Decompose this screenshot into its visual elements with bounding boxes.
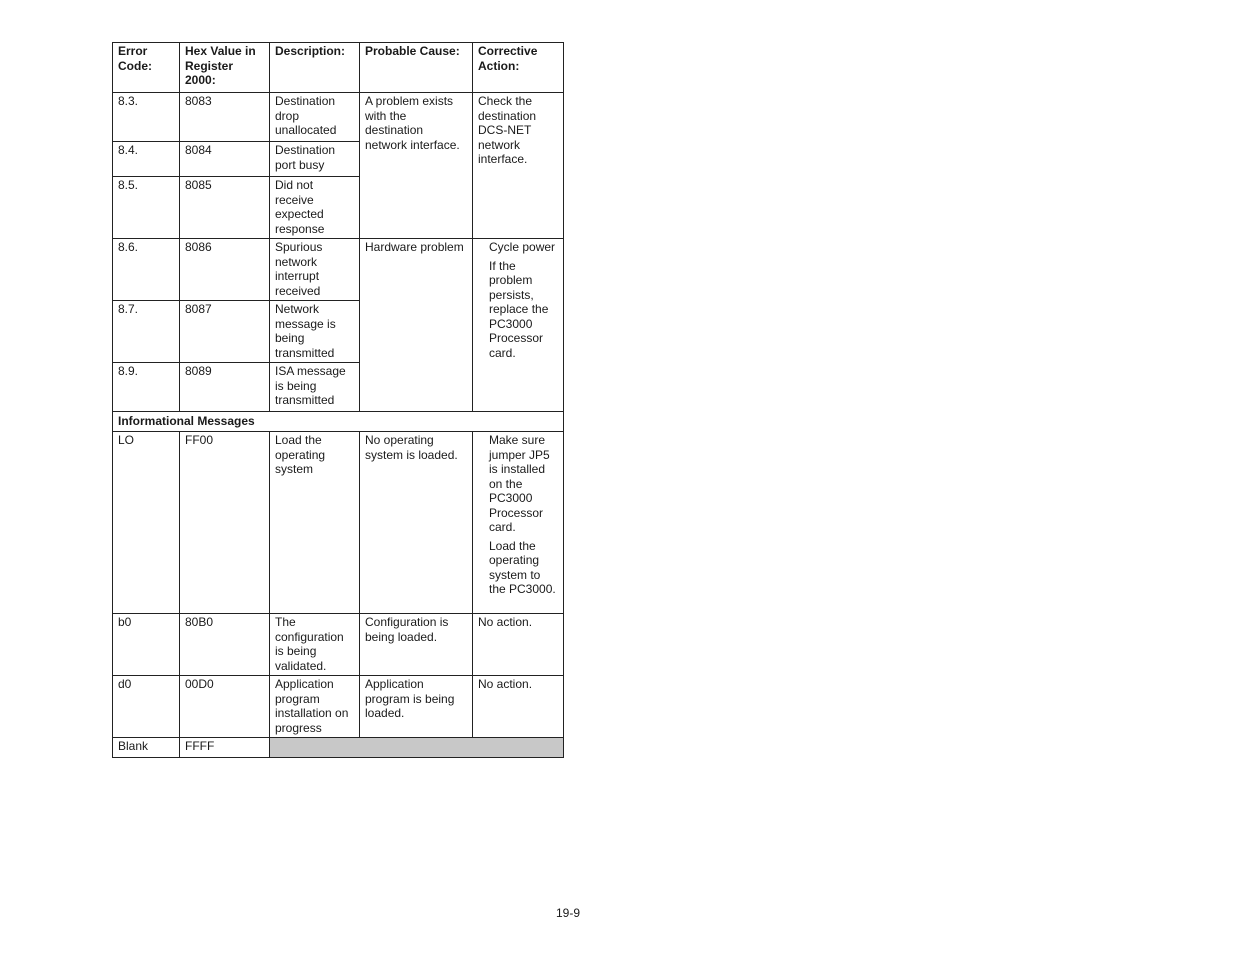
description-cell: Spurious network interrupt received [270, 239, 360, 301]
corrective-action-cell: Check the destination DCS-NET network interface. [473, 93, 564, 239]
hex-value-cell: 80B0 [180, 614, 270, 676]
header-corrective-action: Corrective Action: [473, 43, 564, 93]
header-probable-cause: Probable Cause: [360, 43, 473, 93]
action-paragraph: Load the operating system to the PC3000. [489, 538, 556, 596]
page-number: 19-9 [556, 906, 581, 920]
error-code-cell: 8.6. [113, 239, 180, 301]
hex-value-cell: 8084 [180, 142, 270, 177]
table-row [113, 239, 564, 301]
section-header-row [113, 412, 564, 432]
error-code-cell: Blank [113, 738, 180, 758]
hex-value-cell: FFFF [180, 738, 270, 758]
table-row [113, 738, 564, 758]
description-cell: ISA message is being transmitted [270, 363, 360, 412]
hex-value-cell: 8083 [180, 93, 270, 142]
hex-value-cell: FF00 [180, 432, 270, 614]
table-row [113, 676, 564, 738]
description-cell: The configuration is being validated. [270, 614, 360, 676]
error-code-cell: 8.3. [113, 93, 180, 142]
action-paragraph: Cycle power [489, 240, 556, 254]
header-description: Description: [270, 43, 360, 93]
error-code-cell: d0 [113, 676, 180, 738]
error-code-cell: 8.7. [113, 301, 180, 363]
probable-cause-cell: A problem exists with the destination network interface. [360, 93, 473, 239]
error-code-cell: 8.9. [113, 363, 180, 412]
table-row [113, 614, 564, 676]
error-code-cell: b0 [113, 614, 180, 676]
corrective-action-cell: No action. [473, 614, 564, 676]
hex-value-cell: 00D0 [180, 676, 270, 738]
error-code-table [112, 42, 564, 758]
description-cell: Destination drop unallocated [270, 93, 360, 142]
shaded-empty-cell [270, 738, 564, 758]
action-paragraph: If the problem persists, replace the PC3000 Processor card. [489, 258, 549, 360]
corrective-action-cell [473, 239, 564, 412]
hex-value-cell: 8089 [180, 363, 270, 412]
header-hex-value: Hex Value in Register 2000: [180, 43, 270, 93]
section-title: Informational Messages [113, 412, 564, 432]
probable-cause-cell: Hardware problem [360, 239, 473, 412]
error-code-cell: 8.4. [113, 142, 180, 177]
hex-value-cell: 8087 [180, 301, 270, 363]
error-code-cell: LO [113, 432, 180, 614]
description-cell: Did not receive expected response [270, 177, 360, 239]
description-cell: Network message is being transmitted [270, 301, 360, 363]
description-cell: Load the operating system [270, 432, 360, 614]
error-code-cell: 8.5. [113, 177, 180, 239]
hex-value-cell: 8085 [180, 177, 270, 239]
probable-cause-cell: No operating system is loaded. [360, 432, 473, 614]
corrective-action-cell: No action. [473, 676, 564, 738]
probable-cause-cell: Application program is being loaded. [360, 676, 473, 738]
description-cell: Destination port busy [270, 142, 360, 177]
description-cell: Application program installation on progress [270, 676, 360, 738]
probable-cause-cell: Configuration is being loaded. [360, 614, 473, 676]
hex-value-cell: 8086 [180, 239, 270, 301]
table-header-row [113, 43, 564, 93]
table-row [113, 93, 564, 142]
action-paragraph: Make sure jumper JP5 is installed on the PC3000 Processor card. [489, 433, 550, 534]
corrective-action-cell [473, 432, 564, 614]
header-error-code: Error Code: [113, 43, 180, 93]
table-row [113, 432, 564, 614]
